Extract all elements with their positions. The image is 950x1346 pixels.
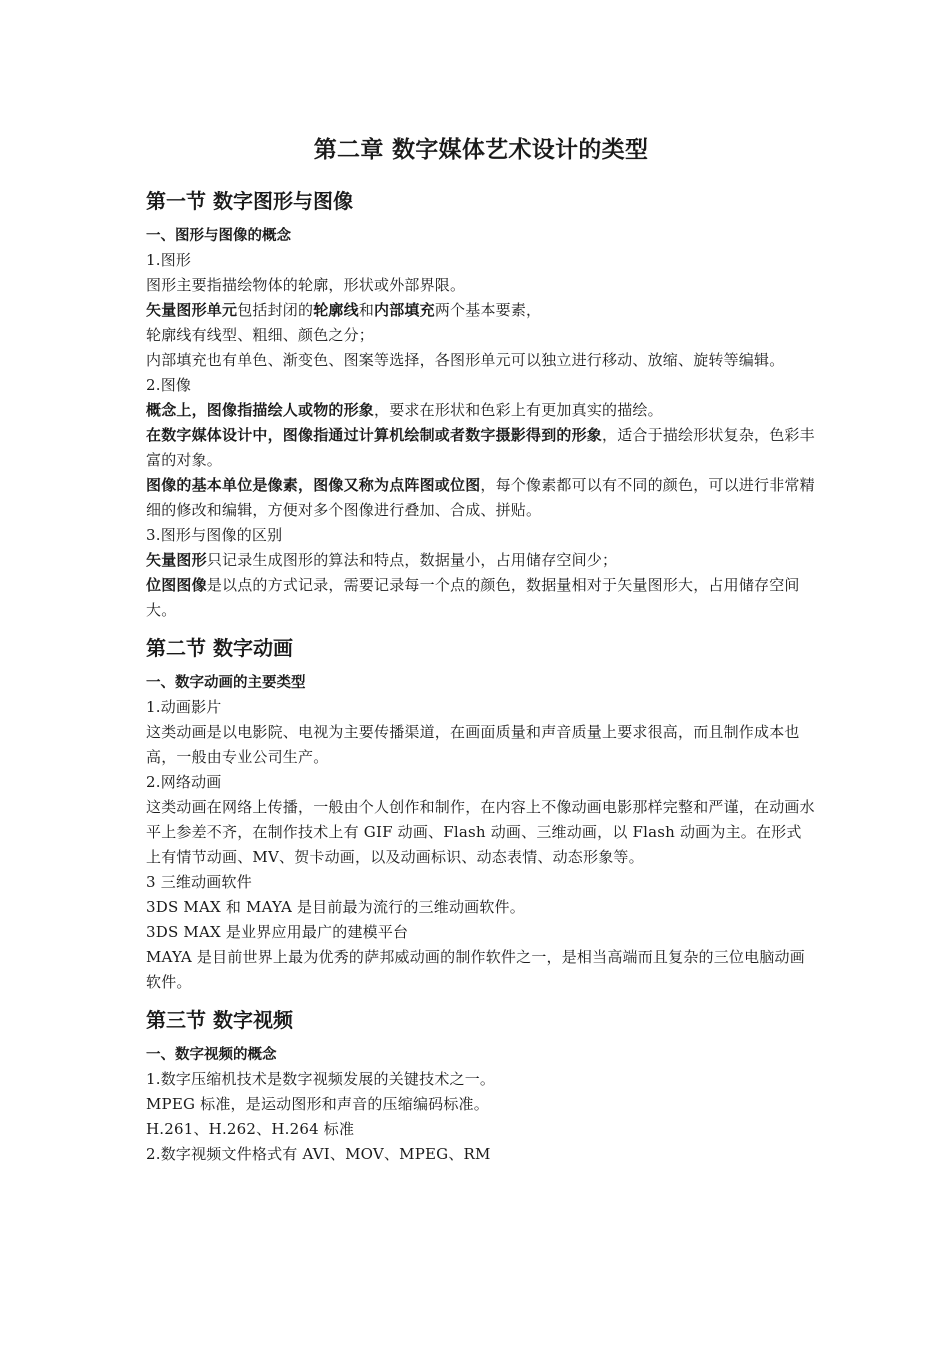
- paragraph: 这类动画是以电影院、电视为主要传播渠道，在画面质量和声音质量上要求很高，而且制作成本也高，一般由专业公司生产。: [146, 723, 800, 766]
- subsection-title: 一、图形与图像的概念: [146, 228, 291, 244]
- text-run: 包括封闭的: [237, 301, 314, 319]
- paragraph: [146, 573, 816, 623]
- paragraph: MPEG 标准，是运动图形和声音的压缩编码标准。: [146, 1095, 489, 1113]
- item-heading: 2.网络动画: [146, 773, 222, 791]
- bold-term: 位图图像: [146, 576, 207, 594]
- item-heading: 1.动画影片: [146, 698, 222, 716]
- section-title: 第一节 数字图形与图像: [146, 189, 353, 213]
- chapter-title: 第二章 数字媒体艺术设计的类型: [313, 137, 649, 163]
- bold-term: 矢量图形: [146, 551, 207, 569]
- text-run: 是以点的方式记录，需要记录每一个点的颜色，数据量相对于矢量图形大，占用储存空间大。: [146, 576, 800, 619]
- section-title: 第三节 数字视频: [146, 1008, 293, 1032]
- bold-term: 在数字媒体设计中，图像指通过计算机绘制或者数字摄影得到的形象: [146, 426, 603, 444]
- text-run: ，适合于描绘形状复杂，色彩丰富的对象。: [146, 426, 815, 469]
- section-1: [146, 186, 816, 623]
- paragraph: MAYA 是目前世界上最为优秀的萨邦威动画的制作软件之一，是相当高端而且复杂的三位电脑动画软件。: [146, 948, 805, 991]
- bold-term: 轮廓线: [313, 301, 359, 319]
- item-heading: 1.图形: [146, 251, 192, 269]
- bold-term: 概念上，图像指描绘人或物的形象: [146, 401, 375, 419]
- paragraph: 内部填充也有单色、渐变色、图案等选择，各图形单元可以独立进行移动、放缩、旋转等编辑。: [146, 351, 785, 369]
- item-heading: 3.图形与图像的区别: [146, 526, 283, 544]
- paragraph: [146, 398, 816, 423]
- paragraph: [146, 298, 816, 323]
- paragraph: [146, 473, 816, 523]
- text-run: 和: [358, 301, 375, 319]
- paragraph: H.261、H.262、H.264 标准: [146, 1120, 355, 1138]
- item-heading: 3 三维动画软件: [146, 873, 252, 891]
- paragraph: 这类动画在网络上传播，一般由个人创作和制作，在内容上不像动画电影那样完整和严谨，在动画水平上参差不齐，在制作技术上有 GIF 动画、Flash 动画、三维动画，以 Flash 动画为主。在形式上有情节动画、MV、贺卡动画，以及动画标识、动态表情、动态形象等。: [146, 798, 815, 866]
- section-title: 第二节 数字动画: [146, 636, 293, 660]
- bold-term: 矢量图形单元: [146, 301, 238, 319]
- paragraph: 轮廓线有线型、粗细、颜色之分；: [146, 326, 375, 344]
- section-3: [146, 1005, 816, 1167]
- text-run: ，要求在形状和色彩上有更加真实的描绘。: [374, 401, 663, 419]
- document-page: [146, 120, 816, 1167]
- text-run: 只记录生成图形的算法和特点，数据量小，占用储存空间少；: [206, 551, 618, 569]
- paragraph: 2.数字视频文件格式有 AVI、MOV、MPEG、RM: [146, 1145, 491, 1163]
- bold-term: 图像的基本单位是像素，图像又称为点阵图或位图: [146, 476, 481, 494]
- paragraph: 1.数字压缩机技术是数字视频发展的关键技术之一。: [146, 1070, 496, 1088]
- paragraph: 3DS MAX 是业界应用最广的建模平台: [146, 923, 409, 941]
- bold-term: 内部填充: [374, 301, 435, 319]
- item-heading: 2.图像: [146, 376, 192, 394]
- subsection-title: 一、数字视频的概念: [146, 1047, 277, 1063]
- paragraph: [146, 423, 816, 473]
- paragraph: [146, 548, 816, 573]
- text-run: ，每个像素都可以有不同的颜色，可以进行非常精细的修改和编辑，方便对多个图像进行叠加、合成、拼贴。: [146, 476, 815, 519]
- subsection-title: 一、数字动画的主要类型: [146, 675, 306, 691]
- paragraph: 图形主要指描绘物体的轮廓，形状或外部界限。: [146, 276, 466, 294]
- text-run: 两个基本要素，: [434, 301, 542, 319]
- section-2: [146, 633, 816, 995]
- paragraph: 3DS MAX 和 MAYA 是目前最为流行的三维动画软件。: [146, 898, 525, 916]
